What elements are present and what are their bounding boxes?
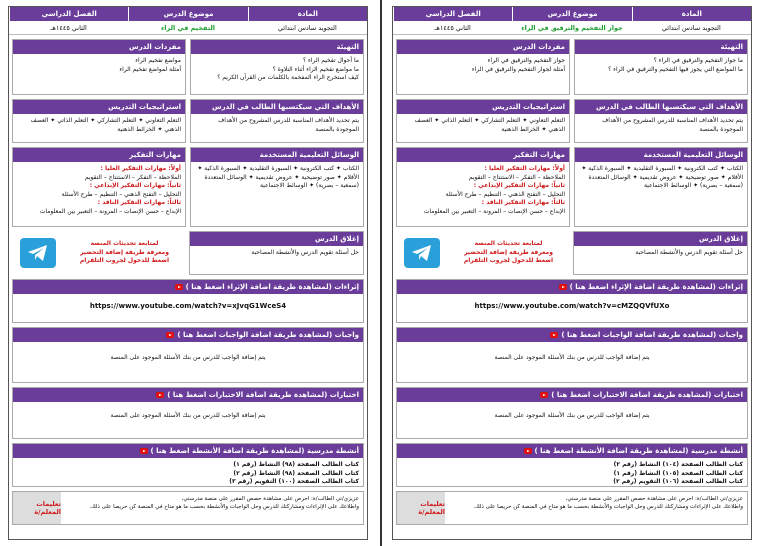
subject-header: المادة bbox=[632, 7, 751, 21]
goals-text: يتم تحديد الأهداف المناسبة للدرس المشروح من الأهداف الموجودة بالمنصة bbox=[218, 117, 359, 133]
skills-box bbox=[12, 147, 186, 227]
activity-line: كتاب الطالب الصفحة (١٠٦) التقويم (رقم ٢) bbox=[613, 478, 743, 485]
homework-text: يتم إضافة الواجب للدرس من بنك الأسئلة الموجود على المنصة bbox=[110, 354, 266, 361]
enrichment-title-text: إثراءات (لمشاهدة طريقة اضافة الإثراء اضغط هنا ) bbox=[569, 283, 743, 291]
strategies-box bbox=[12, 99, 186, 143]
exams-title[interactable] bbox=[397, 388, 747, 402]
skills-text-3: الإبداع – حسن الإنصات – المرونة – التعبير بين المعلومات bbox=[39, 207, 181, 215]
telegram-box[interactable] bbox=[12, 231, 185, 275]
homework-title-text: واجبات (لمشاهدة طريقة اضافة الواجبات اضغط هنا ) bbox=[561, 331, 743, 339]
vocab-line: أمثلة لجواز التفخيم والترقيق في الراء bbox=[471, 65, 565, 73]
semester-header: الفصل الدراسي bbox=[393, 7, 512, 21]
exams-text: يتم إضافة الواجب للدرس من بنك الأسئلة الموجود على المنصة bbox=[494, 412, 650, 419]
skills-title: مهارات التفكير bbox=[397, 148, 569, 162]
tools-text: الكتاب ✦ كتب الكترونية ✦ السبورة التقليدية ✦ السبورة الذكية ✦ الأقلام ✦ صور توضيحية ✦ عروض تقديمية ✦ الوسائل المتعددة (سمعية – بصرية) ✦ الوسائط الاجتماعية bbox=[197, 165, 359, 189]
skills-text-1: الملاحظة – التفكر – الاستنتاج – التقويم bbox=[468, 173, 565, 181]
teacher-notes-label: تعليمات المعلم/ة bbox=[397, 492, 445, 524]
skills-text-3: الإبداع – حسن الإنصات – المرونة – التعبير بين المعلومات bbox=[423, 207, 565, 215]
homework-title[interactable] bbox=[397, 328, 747, 342]
tools-text: الكتاب ✦ كتب الكترونية ✦ السبورة التقليدية ✦ السبورة الذكية ✦ الأقلام ✦ صور توضيحية ✦ عروض تقديمية ✦ الوسائل المتعددة (سمعية – بصرية) ✦ الوسائط الاجتماعية bbox=[581, 165, 743, 189]
skills-body bbox=[397, 162, 569, 219]
topic-header: موضوع الدرس bbox=[512, 7, 631, 21]
telegram-note-line: اضغط للدخول لجروب التلقرام bbox=[463, 257, 554, 265]
tools-box bbox=[190, 147, 364, 227]
skills-title: مهارات التفكير bbox=[13, 148, 185, 162]
activities-body bbox=[13, 458, 363, 490]
skills-heading-1: أولاً: مهارات التفكير العليا : bbox=[100, 165, 181, 172]
strategies-title: استراتيجيات التدريس bbox=[13, 100, 185, 114]
skills-heading-2: ثانياً: مهارات التفكير الإبداعي : bbox=[473, 182, 565, 189]
vocab-box bbox=[396, 39, 570, 95]
telegram-note-line: ومعرفة طريقة إضافة التحضير bbox=[464, 248, 553, 256]
exams-text: يتم إضافة الواجب للدرس من بنك الأسئلة الموجود على المنصة bbox=[110, 412, 266, 419]
close-text: حل أسئلة تقويم الدرس والأنشطة المصاحبة bbox=[635, 249, 743, 256]
semester-value: الثاني ١٤٤٥هـ bbox=[434, 24, 471, 32]
activity-line: كتاب الطالب الصفحة (٩٨) النشاط (رقم ٢) bbox=[233, 469, 359, 477]
telegram-icon[interactable] bbox=[20, 238, 56, 268]
youtube-icon[interactable] bbox=[156, 392, 164, 398]
vocab-body bbox=[13, 54, 185, 77]
activities-box bbox=[396, 443, 748, 487]
telegram-note bbox=[64, 237, 185, 269]
activities-box bbox=[12, 443, 364, 487]
header-values bbox=[393, 21, 751, 35]
skills-heading-1: أولاً: مهارات التفكير العليا : bbox=[484, 165, 565, 172]
subject-header: المادة bbox=[248, 7, 367, 21]
activity-line: كتاب الطالب الصفحة (١٠٠) التقويم (رقم ٣) bbox=[229, 478, 359, 485]
teacher-note-line: واطلاعك على الإثراءات ومشاركتك للدرس وحل الواجبات والأنشطة بحسب ما هو متاح في المنصة كن حريصا على ذلك. bbox=[473, 504, 743, 510]
youtube-icon[interactable] bbox=[175, 284, 183, 290]
teacher-note-line: واطلاعك على الإثراءات ومشاركتك للدرس وحل الواجبات والأنشطة بحسب ما هو متاح في المنصة كن حريصا على ذلك. bbox=[89, 504, 359, 510]
tools-title: الوسائل التعليمية المستخدمة bbox=[575, 148, 747, 162]
activities-title[interactable] bbox=[13, 444, 363, 458]
goals-text: يتم تحديد الأهداف المناسبة للدرس المشروح من الأهداف الموجودة بالمنصة bbox=[602, 117, 743, 133]
close-box bbox=[573, 231, 748, 275]
semester-value: الثاني ١٤٤٥هـ bbox=[50, 24, 87, 32]
telegram-note-line: لمتابعة تحديثات المنصة bbox=[90, 240, 159, 248]
enrichment-box bbox=[12, 279, 364, 323]
close-title: إغلاق الدرس bbox=[190, 232, 363, 246]
vocab-title: مفردات الدرس bbox=[13, 40, 185, 54]
exams-title[interactable] bbox=[13, 388, 363, 402]
goals-box bbox=[190, 99, 364, 143]
close-text: حل أسئلة تقويم الدرس والأنشطة المصاحبة bbox=[251, 249, 359, 256]
header-row bbox=[9, 7, 367, 21]
homework-box bbox=[12, 327, 364, 383]
exams-title-text: اختبارات (لمشاهدة طريقة اضافة الاختبارات اضغط هنا ) bbox=[167, 391, 359, 399]
exams-title-text: اختبارات (لمشاهدة طريقة اضافة الاختبارات اضغط هنا ) bbox=[551, 391, 743, 399]
lesson-plan-left bbox=[8, 6, 368, 540]
page-divider bbox=[380, 0, 382, 546]
vocab-line: أمثلة لمواضع تفخيم الراء bbox=[119, 65, 181, 73]
activity-line: كتاب الطالب الصفحة (٩٨) النشاط (رقم ١) bbox=[233, 461, 359, 468]
enrichment-url[interactable]: https://www.youtube.com/watch?v=cMZQQVfUXo bbox=[474, 302, 670, 310]
topic-header: موضوع الدرس bbox=[128, 7, 247, 21]
teacher-note-line: عزيزي/تي الطالب/ة: احرص على مشاهدة حصص المقرر على منصة مدرستي، bbox=[181, 496, 359, 502]
intro-line: ما أحوال تفخيم الراء ؟ bbox=[302, 57, 359, 64]
activities-title-text: أنشطة مدرسية (لمشاهدة طريقة اضافة الأنشطة اضغط هنا ) bbox=[150, 447, 359, 455]
skills-heading-2: ثانياً: مهارات التفكير الإبداعي : bbox=[89, 182, 181, 189]
teacher-notes-label: تعليمات المعلم/ة bbox=[13, 492, 61, 524]
skills-text-2: التحليل – التفتح الذهني – التنظيم – طرح الأسئلة bbox=[61, 190, 181, 198]
strategies-text: التعلم التعاوني ✦ التعلم التشاركي ✦ التعلم الذاتي ✦ العصف الذهني ✦ الخرائط الذهنية bbox=[30, 117, 181, 133]
enrichment-url[interactable]: https://www.youtube.com/watch?v=xJvqG1WceS4 bbox=[89, 302, 287, 310]
telegram-note-line: اضغط للدخول لجروب التلقرام bbox=[79, 257, 170, 265]
topic-value: التفخيم في الراء bbox=[160, 24, 216, 32]
homework-text: يتم إضافة الواجب للدرس من بنك الأسئلة الموجود على المنصة bbox=[494, 354, 650, 361]
telegram-box[interactable] bbox=[396, 231, 569, 275]
intro-line: ما جواز التفخيم والترقيق في الراء ؟ bbox=[653, 57, 743, 64]
teacher-notes bbox=[396, 491, 748, 525]
semester-header: الفصل الدراسي bbox=[9, 7, 128, 21]
youtube-icon[interactable] bbox=[550, 332, 558, 338]
goals-box bbox=[574, 99, 748, 143]
subject-value: التجويد سادس ابتدائي bbox=[277, 24, 337, 32]
goals-title: الأهداف التي سيكتسبها الطالب في الدرس bbox=[575, 100, 747, 114]
teacher-note-line: عزيزي/تي الطالب/ة: احرص على مشاهدة حصص المقرر على منصة مدرستي، bbox=[565, 496, 743, 502]
youtube-icon[interactable] bbox=[140, 448, 148, 454]
activities-body bbox=[397, 458, 747, 490]
strategies-text: التعلم التعاوني ✦ التعلم التشاركي ✦ التعلم الذاتي ✦ العصف الذهني ✦ الخرائط الذهنية bbox=[414, 117, 565, 133]
skills-text-1: الملاحظة – التفكر – الاستنتاج – التقويم bbox=[84, 173, 181, 181]
vocab-line: مواضع تفخيم الراء bbox=[135, 57, 181, 64]
youtube-icon[interactable] bbox=[524, 448, 532, 454]
telegram-note-line: ومعرفة طريقة إضافة التحضير bbox=[80, 248, 169, 256]
intro-body bbox=[575, 54, 747, 77]
tools-box bbox=[574, 147, 748, 227]
activities-title-text: أنشطة مدرسية (لمشاهدة طريقة اضافة الأنشطة اضغط هنا ) bbox=[534, 447, 743, 455]
skills-text-2: التحليل – التفتح الذهني – التنظيم – طرح الأسئلة bbox=[445, 190, 565, 198]
youtube-icon[interactable] bbox=[559, 284, 567, 290]
teacher-notes-text bbox=[445, 492, 747, 524]
skills-box bbox=[396, 147, 570, 227]
activity-line: كتاب الطالب الصفحة (١٠٥) النشاط (رقم ١) bbox=[613, 469, 743, 477]
vocab-box bbox=[12, 39, 186, 95]
youtube-icon[interactable] bbox=[166, 332, 174, 338]
vocab-title: مفردات الدرس bbox=[397, 40, 569, 54]
intro-line: ما المواضع التي يجوز فيها التفخيم والترقيق في الراء ؟ bbox=[608, 65, 743, 73]
topic-value: جواز التفخيم والترقيق في الراء bbox=[521, 24, 623, 32]
strategies-box bbox=[396, 99, 570, 143]
tools-title: الوسائل التعليمية المستخدمة bbox=[191, 148, 363, 162]
intro-line: كيف استخرج الراء المفخمة بالكلمات من القرآن الكريم ؟ bbox=[217, 74, 359, 81]
header-row bbox=[393, 7, 751, 21]
enrichment-title-text: إثراءات (لمشاهدة طريقة اضافة الإثراء اضغط هنا ) bbox=[185, 283, 359, 291]
intro-line: ما مواضع تفخيم الراء أثناء التلاوة ؟ bbox=[272, 65, 359, 73]
intro-body bbox=[191, 54, 363, 86]
header-values bbox=[9, 21, 367, 35]
telegram-note-line: لمتابعة تحديثات المنصة bbox=[474, 240, 543, 248]
intro-box bbox=[190, 39, 364, 95]
skills-heading-3: ثالثاً: مهارات التفكير الناقد : bbox=[481, 199, 565, 206]
close-box bbox=[189, 231, 364, 275]
intro-box bbox=[574, 39, 748, 95]
activities-title[interactable] bbox=[397, 444, 747, 458]
lesson-plan-right bbox=[392, 6, 752, 540]
homework-title[interactable] bbox=[13, 328, 363, 342]
activity-line: كتاب الطالب الصفحة (١٠٤) النشاط (رقم ٢) bbox=[613, 461, 743, 468]
intro-title: التهيئة bbox=[191, 40, 363, 54]
teacher-notes-text bbox=[61, 492, 363, 524]
youtube-icon[interactable] bbox=[540, 392, 548, 398]
homework-title-text: واجبات (لمشاهدة طريقة اضافة الواجبات اضغط هنا ) bbox=[177, 331, 359, 339]
strategies-title: استراتيجيات التدريس bbox=[397, 100, 569, 114]
exams-box bbox=[396, 387, 748, 439]
vocab-line: جواز التفخيم والترقيق في الراء bbox=[487, 57, 565, 64]
telegram-note bbox=[448, 237, 569, 269]
intro-title: التهيئة bbox=[575, 40, 747, 54]
teacher-notes bbox=[12, 491, 364, 525]
homework-box bbox=[396, 327, 748, 383]
subject-value: التجويد سادس ابتدائي bbox=[661, 24, 721, 32]
enrichment-title[interactable] bbox=[397, 280, 747, 294]
enrichment-title[interactable] bbox=[13, 280, 363, 294]
skills-body bbox=[13, 162, 185, 219]
skills-heading-3: ثالثاً: مهارات التفكير الناقد : bbox=[97, 199, 181, 206]
close-title: إغلاق الدرس bbox=[574, 232, 747, 246]
vocab-body bbox=[397, 54, 569, 77]
enrichment-box bbox=[396, 279, 748, 323]
goals-title: الأهداف التي سيكتسبها الطالب في الدرس bbox=[191, 100, 363, 114]
exams-box bbox=[12, 387, 364, 439]
telegram-icon[interactable] bbox=[404, 238, 440, 268]
